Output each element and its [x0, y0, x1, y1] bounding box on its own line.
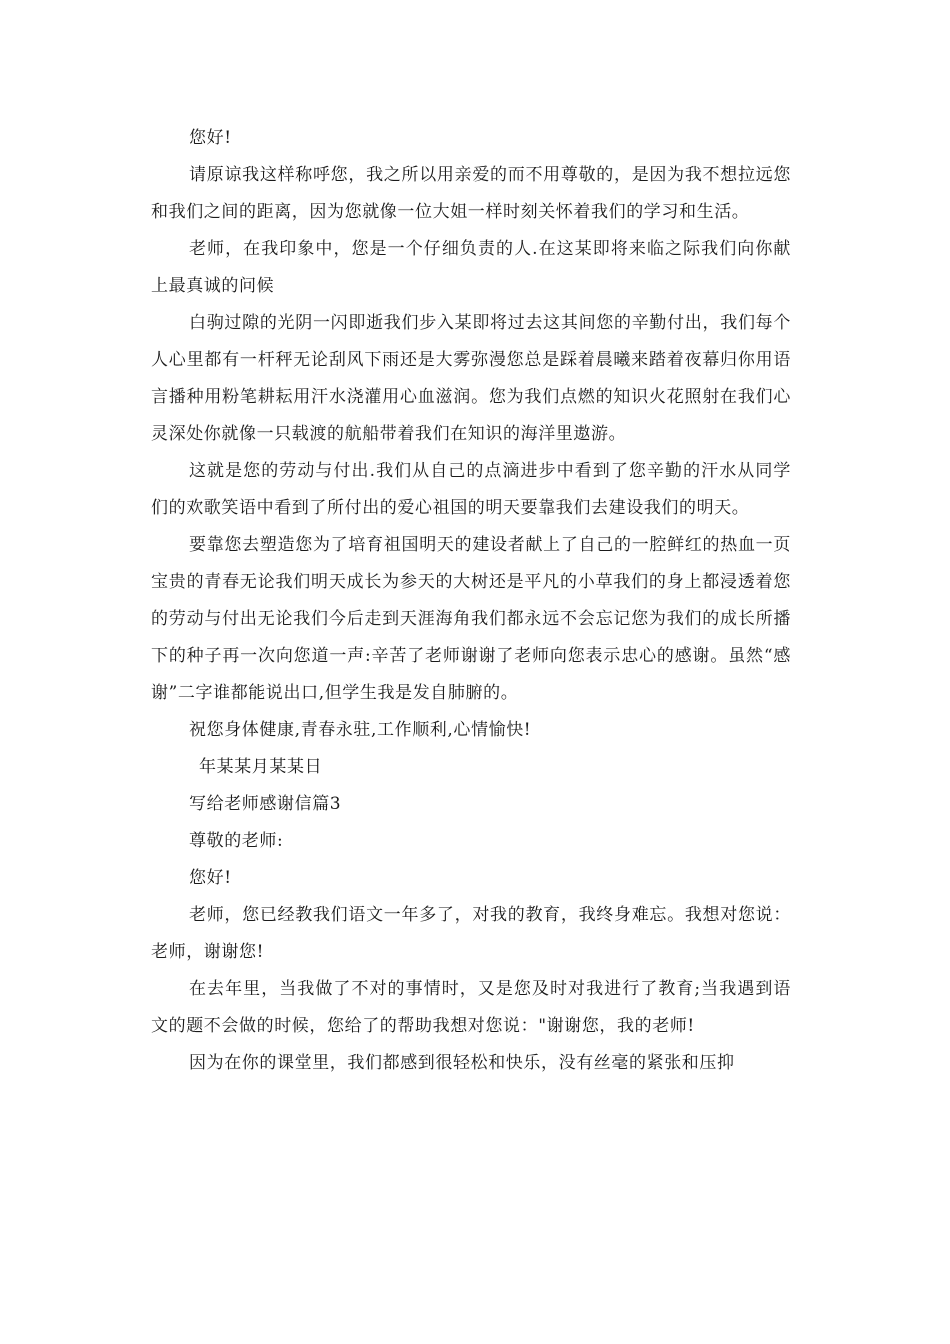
body-paragraph: 白驹过隙的光阴一闪即逝我们步入某即将过去这其间您的辛勤付出，我们每个人心里都有一杆秤无论刮风下雨还是大雾弥漫您总是踩着晨曦来踏着夜幕归你用语言播种用粉笔耕耘用汗水浇灌用心血滋润。您为我们点燃的知识火花照射在我们心灵深处你就像一只载渡的航船带着我们在知识的海洋里遨游。	[151, 313, 791, 444]
body-paragraph: 因为在你的课堂里，我们都感到很轻松和快乐，没有丝毫的紧张和压抑	[189, 1053, 735, 1073]
greeting-line: 您好!	[189, 868, 232, 888]
body-paragraph: 这就是您的劳动与付出.我们从自己的点滴进步中看到了您辛勤的汗水从同学们的欢歌笑语中看到了所付出的爱心祖国的明天要靠我们去建设我们的明天。	[151, 461, 791, 518]
body-paragraph: 老师，您已经教我们语文一年多了，对我的教育，我终身难忘。我想对您说：老师，谢谢您!	[151, 905, 791, 962]
closing-wish: 祝您身体健康,青春永驻,工作顺利,心情愉快!	[189, 720, 532, 740]
body-paragraph: 老师，在我印象中，您是一个仔细负责的人.在这某即将来临之际我们向你献上最真诚的问候	[151, 239, 791, 296]
document-page	[151, 120, 791, 1082]
body-paragraph: 请原谅我这样称呼您，我之所以用亲爱的而不用尊敬的，是因为我不想拉远您和我们之间的距离，因为您就像一位大姐一样时刻关怀着我们的学习和生活。	[151, 165, 791, 222]
greeting-line: 您好!	[189, 128, 232, 148]
letter-date: 年某某月某某日	[199, 757, 323, 777]
body-paragraph: 要靠您去塑造您为了培育祖国明天的建设者献上了自己的一腔鲜红的热血一页宝贵的青春无论我们明天成长为参天的大树还是平凡的小草我们的身上都浸透着您的劳动与付出无论我们今后走到天涯海角我们都永远不会忘记您为我们的成长所播下的种子再一次向您道一声:辛苦了老师谢谢了老师向您表示忠心的感谢。虽然“感谢”二字谁都能说出口,但学生我是发自肺腑的。	[151, 535, 791, 703]
body-paragraph: 在去年里，当我做了不对的事情时，又是您及时对我进行了教育;当我遇到语文的题不会做的时候，您给了的帮助我想对您说："谢谢您，我的老师!	[151, 979, 791, 1036]
salutation: 尊敬的老师:	[189, 831, 284, 851]
section-title: 写给老师感谢信篇3	[189, 794, 342, 814]
